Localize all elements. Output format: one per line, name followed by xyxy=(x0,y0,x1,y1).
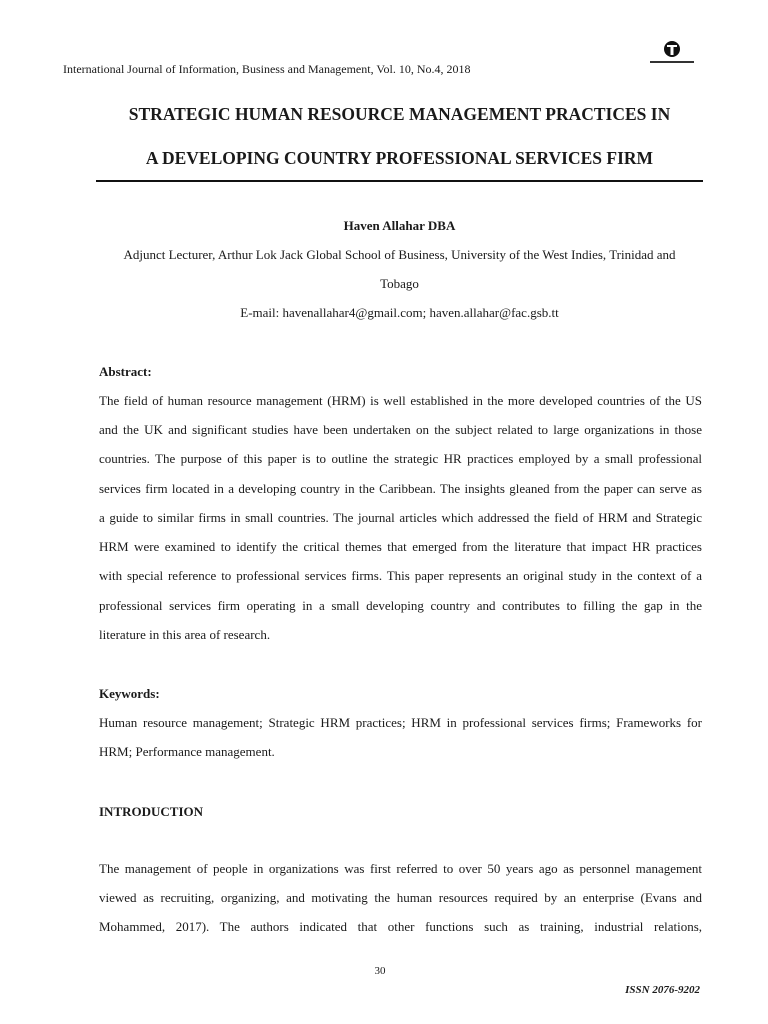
paper-title-line-1: STRATEGIC HUMAN RESOURCE MANAGEMENT PRACTICES IN xyxy=(128,104,671,124)
author-affiliation-line-1: Adjunct Lecturer, Arthur Lok Jack Global School of Business, University of the West Indies, Trinidad and xyxy=(123,247,676,262)
keywords-line: HRM; Performance management. xyxy=(99,744,275,759)
keywords-line: Human resource management; Strategic HRM practices; HRM in professional services firms; Frameworks for xyxy=(99,715,702,730)
abstract-line: services firm located in a developing country in the Caribbean. The insights gleaned from the paper can serve as xyxy=(99,481,702,496)
introduction-line: The management of people in organizations was first referred to over 50 years ago as personnel management xyxy=(99,861,702,876)
abstract-line: professional services firm operating in a small developing country and contributes to filling the gap in the xyxy=(99,598,702,613)
author-name: Haven Allahar DBA xyxy=(343,218,456,233)
introduction-heading: INTRODUCTION xyxy=(99,804,204,819)
abstract-line: countries. The purpose of this paper is to outline the strategic HR practices employed by a small professional xyxy=(99,451,702,466)
author-affiliation-line-2: Tobago xyxy=(380,276,419,291)
page-number: 30 xyxy=(374,965,386,977)
abstract-line: and the UK and significant studies have been undertaken on the subject related to large organizations in those xyxy=(99,422,702,437)
title-divider xyxy=(96,180,703,182)
issn-label: ISSN 2076-9202 xyxy=(625,984,700,996)
abstract-heading: Abstract: xyxy=(99,364,152,379)
publisher-seal-icon xyxy=(630,38,714,68)
abstract-line: literature in this area of research. xyxy=(99,627,271,642)
journal-header: International Journal of Information, Business and Management, Vol. 10, No.4, 2018 xyxy=(63,62,471,76)
abstract-line: HRM were examined to identify the critical themes that emerged from the literature that impact HR practices xyxy=(99,539,702,554)
abstract-line: with special reference to professional services firms. This paper represents an original study in the context of a xyxy=(99,568,702,583)
introduction-line: viewed as recruiting, organizing, and motivating the human resources required by an enterprise (Evans and xyxy=(99,890,702,905)
author-email: E-mail: havenallahar4@gmail.com; haven.allahar@fac.gsb.tt xyxy=(240,305,559,320)
paper-title-line-2: A DEVELOPING COUNTRY PROFESSIONAL SERVICES FIRM xyxy=(145,148,654,168)
abstract-line: a guide to similar firms in small countries. The journal articles which addressed the field of HRM and Strategic xyxy=(99,510,702,525)
abstract-line: The field of human resource management (HRM) is well established in the more developed countries of the US xyxy=(99,393,702,408)
keywords-heading: Keywords: xyxy=(99,686,160,701)
introduction-line: Mohammed, 2017). The authors indicated that other functions such as training, industrial relations, xyxy=(99,919,702,934)
